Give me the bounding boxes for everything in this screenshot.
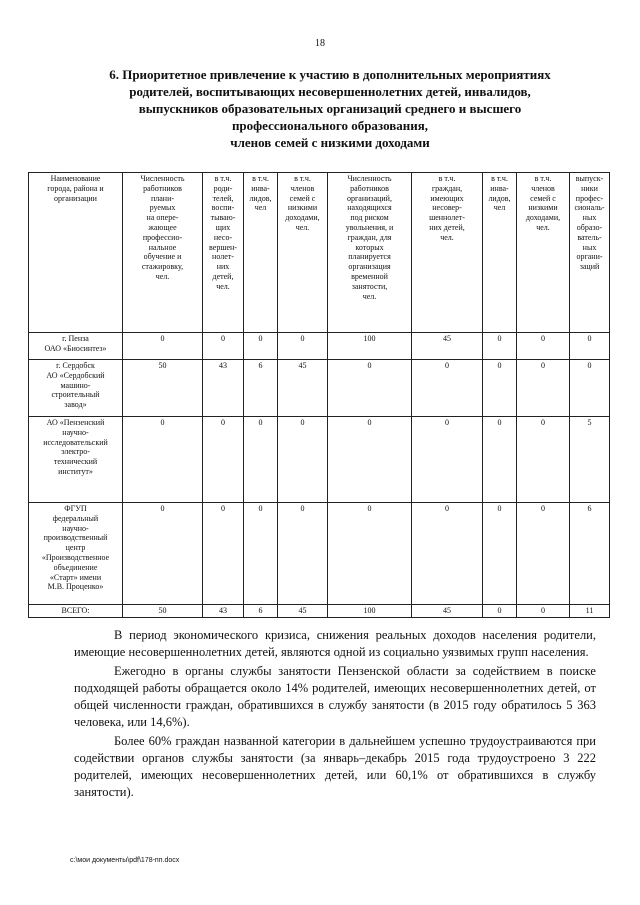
value-cell: 0 [412, 503, 483, 605]
header-cell: Наименование города, района и организации [29, 173, 123, 333]
org-name-cell: ФГУП федеральный научно- производственный центр «Производственное объединение «Старт» имени М.В. Проценко» [29, 503, 123, 605]
value-cell: 6 [244, 605, 278, 618]
table-row [29, 360, 610, 417]
value-cell: 50 [123, 605, 203, 618]
value-cell: 0 [328, 417, 412, 503]
value-cell: 0 [328, 503, 412, 605]
value-cell: 6 [244, 360, 278, 417]
value-cell: 0 [570, 333, 610, 360]
value-cell: 0 [483, 503, 517, 605]
value-cell: 100 [328, 605, 412, 618]
header-cell: выпуск- ники профес- сиональ- ных образо- ватель- ных органи- заций [570, 173, 610, 333]
value-cell: 45 [412, 605, 483, 618]
header-cell: в т.ч. инва- лидов, чел [244, 173, 278, 333]
org-name-cell: г. Сердобск АО «Сердобский машино- строительный завод» [29, 360, 123, 417]
total-row [29, 605, 610, 618]
header-cell: Численность работников организаций, находящихся под риском увольнения, и граждан, для которых планируется организация временной занятости, чел. [328, 173, 412, 333]
title-line: выпускников образовательных организаций среднего и высшего [138, 101, 522, 116]
value-cell: 0 [203, 333, 244, 360]
value-cell: 0 [517, 503, 570, 605]
value-cell: 0 [412, 360, 483, 417]
value-cell: 0 [517, 360, 570, 417]
org-name-cell: АО «Пензенский научно- исследовательский электро- технический институт» [29, 417, 123, 503]
header-cell: в т.ч. роди- телей, воспи- тываю- щих несо- вершен- нолет- них детей, чел. [203, 173, 244, 333]
value-cell: 0 [244, 417, 278, 503]
value-cell: 0 [123, 333, 203, 360]
header-cell: в т.ч. членов семей с низкими доходами, чел. [517, 173, 570, 333]
value-cell: 0 [203, 503, 244, 605]
value-cell: 0 [483, 605, 517, 618]
org-name-cell: г. Пенза ОАО «Биосинтез» [29, 333, 123, 360]
value-cell: 0 [203, 417, 244, 503]
value-cell: 0 [483, 360, 517, 417]
value-cell: 0 [278, 333, 328, 360]
employment-table [28, 172, 610, 618]
value-cell: 0 [483, 333, 517, 360]
value-cell: 0 [278, 503, 328, 605]
title-line: родителей, воспитывающих несовершеннолетних детей, инвалидов, [129, 84, 531, 99]
table-row [29, 333, 610, 360]
title-line: 6. Приоритетное привлечение к участию в дополнительных мероприятиях [109, 67, 551, 82]
title-line: профессионального образования, [231, 118, 429, 133]
table-row [29, 417, 610, 503]
section-title [60, 66, 600, 151]
value-cell: 0 [570, 360, 610, 417]
value-cell: 5 [570, 417, 610, 503]
total-label-cell: ВСЕГО: [29, 605, 123, 618]
value-cell: 0 [123, 503, 203, 605]
value-cell: 0 [328, 360, 412, 417]
paragraph: Ежегодно в органы службы занятости Пензенской области за содействием в поиске подходящей работы обращается около 14% родителей, имеющих несовершеннолетних детей, от общей численности граждан, обратившихся в службу занятости (в 2015 году обратилось 5 363 человека, или 14,6%). [74, 664, 596, 729]
value-cell: 11 [570, 605, 610, 618]
paragraph: Более 60% граждан названной категории в дальнейшем успешно трудоустраиваются при содействии органов службы занятости (за январь–декабрь 2015 года трудоустроено 3 222 родителей, имеющих несовершеннолетних детей, или 60,1% от обратившихся в службу занятости). [74, 734, 596, 799]
value-cell: 0 [244, 333, 278, 360]
value-cell: 43 [203, 360, 244, 417]
value-cell: 50 [123, 360, 203, 417]
header-cell: Численность работников плани- руемых на опере- жающее профессио- нальное обучение и стажировку, чел. [123, 173, 203, 333]
header-cell: в т.ч. членов семей с низкими доходами, чел. [278, 173, 328, 333]
value-cell: 0 [123, 417, 203, 503]
value-cell: 45 [278, 605, 328, 618]
body-text [74, 627, 596, 803]
footer-file-path: c:\мои документы\pdf\178-пп.docx [70, 857, 180, 864]
value-cell: 45 [278, 360, 328, 417]
table-header-row [29, 173, 610, 333]
value-cell: 0 [517, 333, 570, 360]
header-cell: в т.ч. инва- лидов, чел [483, 173, 517, 333]
title-line: членов семей с низкими доходами [230, 135, 430, 150]
value-cell: 43 [203, 605, 244, 618]
value-cell: 100 [328, 333, 412, 360]
value-cell: 0 [517, 605, 570, 618]
table-row [29, 503, 610, 605]
value-cell: 0 [412, 417, 483, 503]
page-number: 18 [315, 38, 325, 49]
value-cell: 0 [278, 417, 328, 503]
header-cell: в т.ч. граждан, имеющих несовер- шеннолет- них детей, чел. [412, 173, 483, 333]
value-cell: 6 [570, 503, 610, 605]
value-cell: 0 [244, 503, 278, 605]
paragraph: В период экономического кризиса, снижения реальных доходов населения родители, имеющие несовершеннолетних детей, являются одной из социально уязвимых групп населения. [74, 628, 596, 659]
value-cell: 0 [517, 417, 570, 503]
value-cell: 45 [412, 333, 483, 360]
value-cell: 0 [483, 417, 517, 503]
